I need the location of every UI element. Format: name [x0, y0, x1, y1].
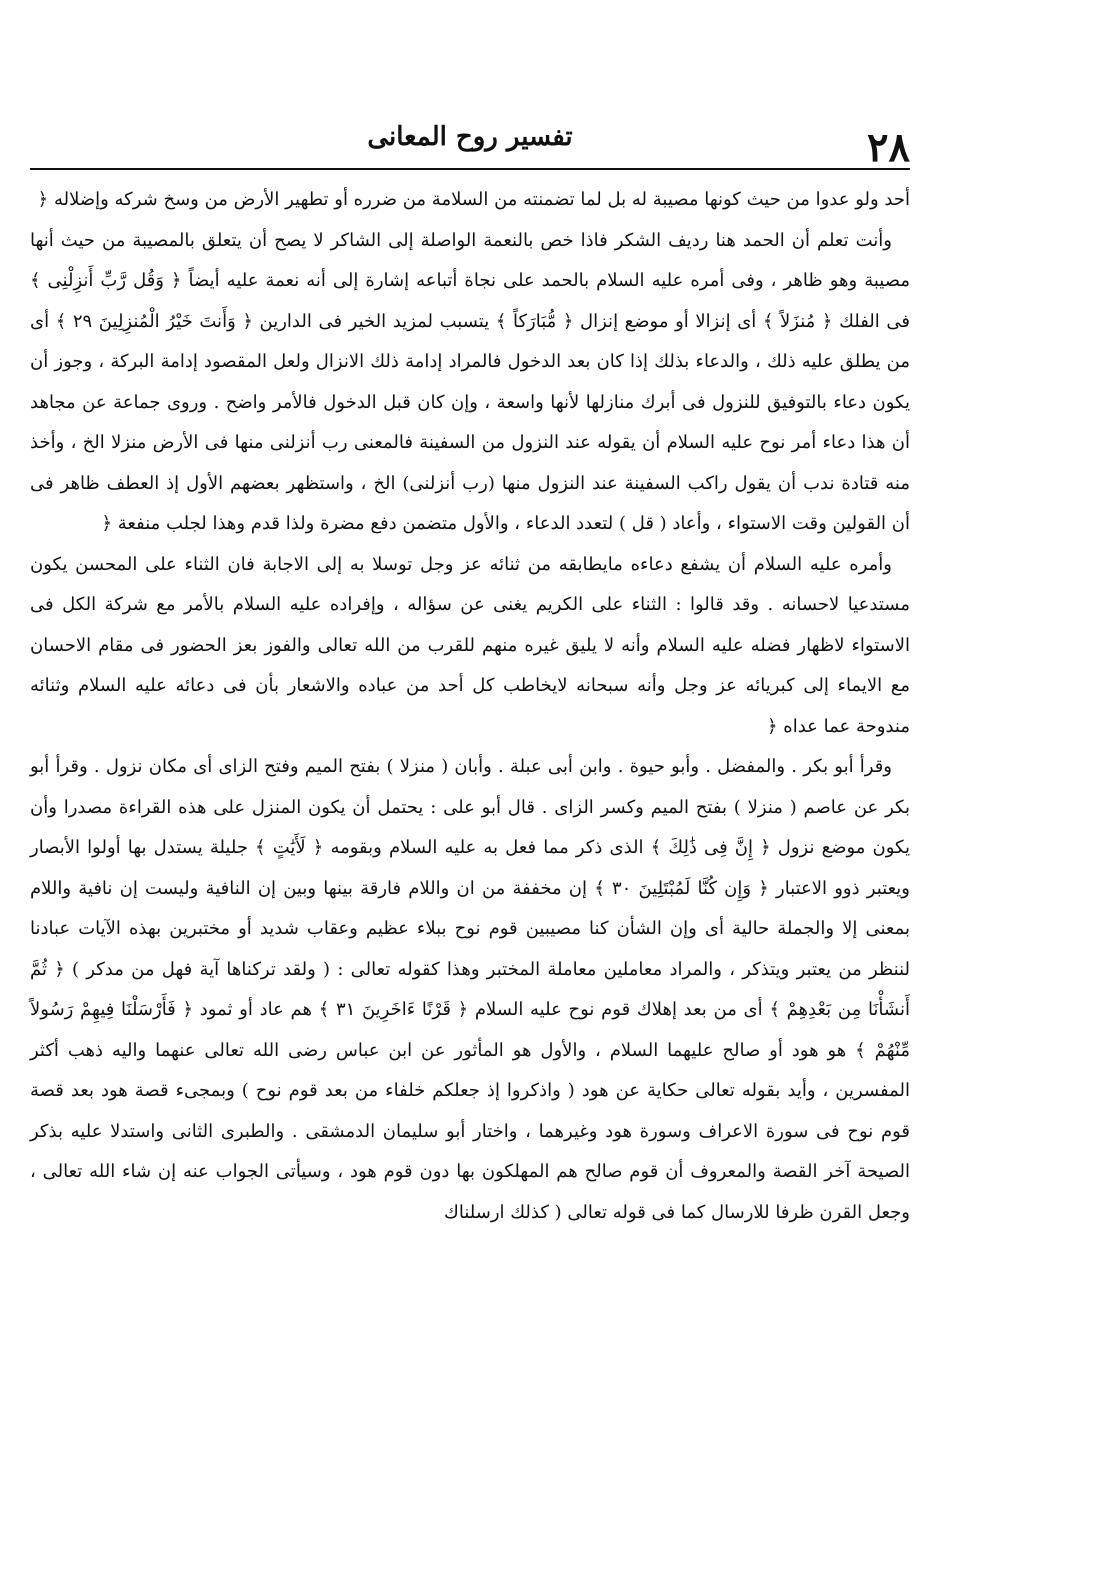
paragraph: وقرأ أبو بكر . والمفضل . وأبو حيوة . وابن أبى عبلة . وأبان ( منزلا ) بفتح الميم وفتح الزاى أى مكان نزول . وقرأ أبو بكر عن عاصم ( منزلا ) بفتح الميم وكسر الزاى . قال أبو على : يحتمل أن يكون المنزل على هذه القراءة مصدرا وأن يكون موضع نزول ﴿ إِنَّ فِى ذَٰلِكَ ﴾ الذى ذكر مما فعل به عليه السلام وبقومه ﴿ لَأَيَٰتٍ ﴾ جليلة يستدل بها أولوا الأبصار ويعتبر ذوو الاعتبار ﴿ وَإِن كُنَّا لَمُبْتَلِينَ ٣٠ ﴾ إن مخففة من ان واللام فارقة بينها وبين إن النافية وليست إن نافية واللام بمعنى إلا والجملة حالية أى وإن الشأن كنا مصيبين قوم نوح ببلاء عظيم وعقاب شديد أو مختبرين بهذه الآيات عبادنا لننظر من يعتبر ويتذكر ، والمراد معاملين معاملة المختبر وهذا كقوله تعالى : ( ولقد تركناها آية فهل من مدكر ) ﴿ ثُمَّ أَنشَأْنَا مِن بَعْدِهِمْ ﴾ أى من بعد إهلاك قوم نوح عليه السلام ﴿ قَرْنًا ءَاخَرِينَ ٣١ ﴾ هم عاد أو ثمود ﴿ فَأَرْسَلْنَا فِيهِمْ رَسُولاً مِّنْهُمْ ﴾ هو هود أو صالح عليهما السلام ، والأول هو المأثور عن ابن عباس رضى الله تعالى عنهما واليه ذهب أكثر المفسرين ، وأيد بقوله تعالى حكاية عن هود ( واذكروا إذ جعلكم خلفاء من بعد قوم نوح ) وبمجىء قصة هود بعد قصة قوم نوح فى سورة الاعراف وسورة هود وغيرهما ، واختار أبو سليمان الدمشقى . والطبرى الثانى واستدلا عليه بذكر الصيحة آخر القصة والمعروف أن قوم صالح هم المهلكون بها دون قوم هود ، وسيأتى الجواب عنه إن شاء الله تعالى ، وجعل القرن ظرفا للارسال كما فى قوله تعالى ( كذلك ارسلناك — [30, 756, 911, 1223]
page-body — [30, 180, 910, 1233]
running-title: تفسير روح المعانى — [367, 122, 573, 152]
paragraph: أحد ولو عدوا من حيث كونها مصيبة له بل لما تضمنته من السلامة من ضرره أو تطهير الأرض من وسخ شركه وإضلاله ﴿ — [37, 189, 910, 210]
page-number: ٢٨ — [867, 124, 910, 171]
paragraph: وأمره عليه السلام أن يشفع دعاءه مايطابقه من ثنائه عز وجل توسلا به إلى الاجابة فان الثناء على المحسن يكون مستدعيا لاحسانه . وقد قالوا : الثناء على الكريم يغنى عن سؤاله ، وإفراده عليه السلام بالأمر مع شركة الكل فى الاستواء لاظهار فضله عليه السلام وأنه لا يليق غيره منهم للقرب من الله تعالى والفوز بعز الحضور فى مقام الاحسان مع الايماء إلى كبريائه عز وجل وأنه سبحانه لايخاطب كل أحد من عباده والاشعار بأن فى دعائه عليه السلام وثنائه مندوحة عما عداه ﴿ — [30, 553, 910, 737]
paragraph: وأنت تعلم أن الحمد هنا رديف الشكر فاذا خص بالنعمة الواصلة إلى الشاكر لا يصح أن يتعلق بالمصيبة من حيث أنها مصيبة وهو ظاهر ، وفى أمره عليه السلام بالحمد على نجاة أتباعه إشارة إلى أنه نعمة عليه أيضاً ﴿ وَقُل رَّبِّ أَنزِلْنِى ﴾ فى الفلك ﴿ مُنزَلاً ﴾ أى إنزالا أو موضع إنزال ﴿ مُّبَارَكاً ﴾ يتسبب لمزيد الخير فى الدارين ﴿ وَأَنتَ خَيْرُ الْمُنزِلِينَ ٢٩ ﴾ أى من يطلق عليه ذلك ، والدعاء بذلك إذا كان بعد الدخول فالمراد إدامة ذلك الانزال ولعل المقصود إدامة البركة ، وجوز أن يكون دعاء بالتوفيق للنزول فى أبرك منازلها لأنها واسعة ، وإن كان قبل الدخول فالأمر واضح . وروى جماعة عن مجاهد أن هذا دعاء أمر نوح عليه السلام أن يقوله عند النزول من السفينة فالمعنى رب أنزلنى منها فى الأرض منزلا الخ ، وأخذ منه قتادة ندب أن يقول راكب السفينة عند النزول منها (رب أنزلنى) الخ ، واستظهر بعضهم الأول إذ العطف ظاهر فى أن القولين وقت الاستواء ، وأعاد ( قل ) لتعدد الدعاء ، والأول متضمن دفع مضرة ولذا قدم وهذا لجلب منفعة ﴿ — [30, 229, 910, 534]
header-rule — [30, 168, 910, 170]
page-header — [30, 108, 910, 171]
